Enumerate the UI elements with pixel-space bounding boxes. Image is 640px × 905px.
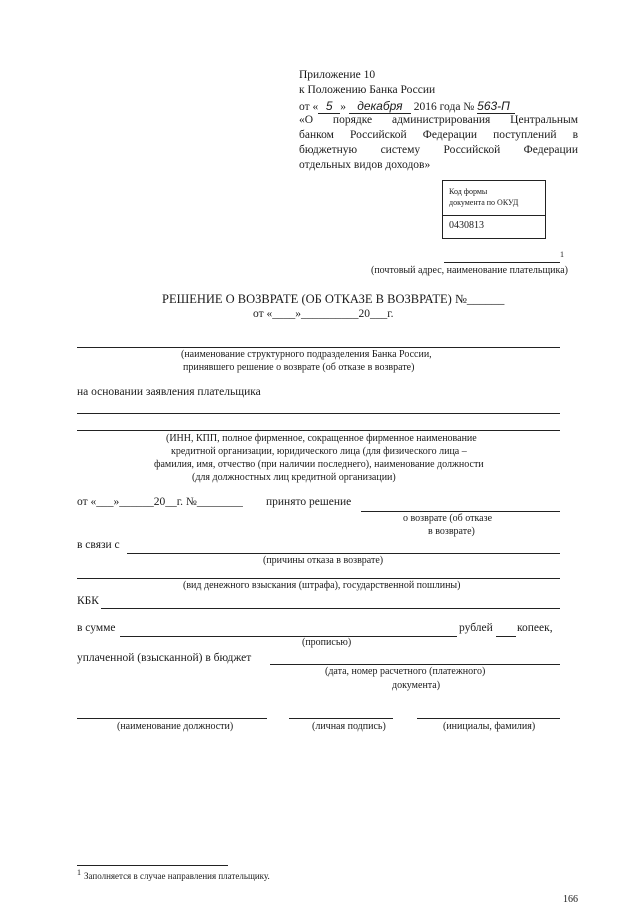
- division-caption-1: (наименование структурного подразделения Банка России,: [181, 349, 432, 360]
- decided-label: принято решение: [266, 496, 352, 508]
- okud-label-1: Код формы: [449, 187, 488, 196]
- penalty-caption: (вид денежного взыскания (штрафа), государственной пошлины): [183, 580, 461, 591]
- basis-caption-2: кредитной организации, юридического лица (для физического лица –: [171, 446, 467, 457]
- page-number: 166: [563, 894, 578, 904]
- regulation-title-3: бюджетную систему Российской Федерации: [299, 144, 578, 156]
- basis-caption-1: (ИНН, КПП, полное фирменное, сокращенное фирменное наименование: [166, 433, 477, 444]
- name-caption: (инициалы, фамилия): [443, 721, 536, 732]
- okud-divider: [443, 215, 545, 216]
- signature-caption: (личная подпись): [312, 721, 386, 732]
- decision-title: РЕШЕНИЕ О ВОЗВРАТЕ (ОБ ОТКАЗЕ В ВОЗВРАТЕ) №______: [162, 292, 505, 306]
- reason-label: в связи с: [77, 539, 120, 551]
- regulation-title-4: отдельных видов доходов»: [299, 159, 431, 171]
- basis-line-1: [77, 413, 560, 414]
- date-day: 5: [318, 99, 340, 114]
- regulation-label: к Положению Банка России: [299, 84, 436, 96]
- regulation-title-2: банком Российской Федерации поступлений в: [299, 129, 578, 141]
- decided-line: [361, 511, 560, 512]
- date-month: декабря: [349, 99, 411, 114]
- footnote-separator: [77, 865, 228, 866]
- paid-caption-2: документа): [392, 680, 441, 691]
- decision-date: от «____»__________20___г.: [253, 308, 394, 320]
- position-caption: (наименование должности): [117, 721, 234, 732]
- paid-line: [270, 664, 560, 665]
- reason-caption: (причины отказа в возврате): [263, 555, 384, 566]
- basis-caption-3: фамилия, имя, отчество (при наличии последнего), наименование должности: [154, 459, 484, 470]
- footnote-mark: 1: [77, 868, 81, 877]
- basis-label: на основании заявления плательщика: [77, 386, 261, 398]
- decided-caption-2: в возврате): [428, 526, 475, 537]
- regulation-title-1: «О порядке администрирования Центральным: [299, 114, 578, 126]
- date-mid: »: [340, 101, 346, 113]
- year-suffix: года №: [439, 101, 475, 113]
- date-year: 2016: [413, 101, 437, 113]
- okud-box: [442, 180, 546, 239]
- regulation-number: 563-П: [477, 99, 515, 114]
- address-caption: (почтовый адрес, наименование плательщика): [371, 265, 568, 276]
- okud-label-2: документа по ОКУД: [449, 198, 519, 207]
- footnote-text: Заполняется в случае направления плательщику.: [84, 871, 270, 881]
- decided-prefix: от «___»______20__г. №________: [77, 496, 243, 508]
- basis-caption-4: (для должностных лиц кредитной организации): [192, 472, 396, 483]
- amount-label: в сумме: [77, 622, 116, 634]
- position-line: [77, 718, 267, 719]
- paid-caption-1: (дата, номер расчетного (платежного): [325, 666, 486, 677]
- division-line: [77, 347, 560, 348]
- name-line: [417, 718, 560, 719]
- kbk-label: КБК: [77, 595, 99, 607]
- okud-code: 0430813: [449, 220, 484, 231]
- penalty-line: [77, 578, 560, 579]
- amount-rub: рублей: [459, 622, 493, 634]
- date-prefix: от «: [299, 101, 319, 113]
- signature-line: [289, 718, 393, 719]
- amount-kop-line: [496, 636, 516, 637]
- regulation-date-line: [299, 99, 515, 114]
- amount-words-line: [120, 636, 457, 637]
- amount-kop: копеек,: [517, 622, 553, 634]
- reason-line: [127, 553, 560, 554]
- kbk-line: [101, 608, 560, 609]
- paid-label: уплаченной (взысканной) в бюджет: [77, 652, 252, 664]
- basis-line-2: [77, 430, 560, 431]
- amount-caption: (прописью): [302, 637, 352, 648]
- decided-caption-1: о возврате (об отказе: [403, 513, 493, 524]
- appendix-label: Приложение 10: [299, 69, 376, 81]
- address-footnote-mark: 1: [560, 250, 564, 259]
- address-line: [444, 262, 560, 263]
- division-caption-2: принявшего решение о возврате (об отказе в возврате): [183, 362, 415, 373]
